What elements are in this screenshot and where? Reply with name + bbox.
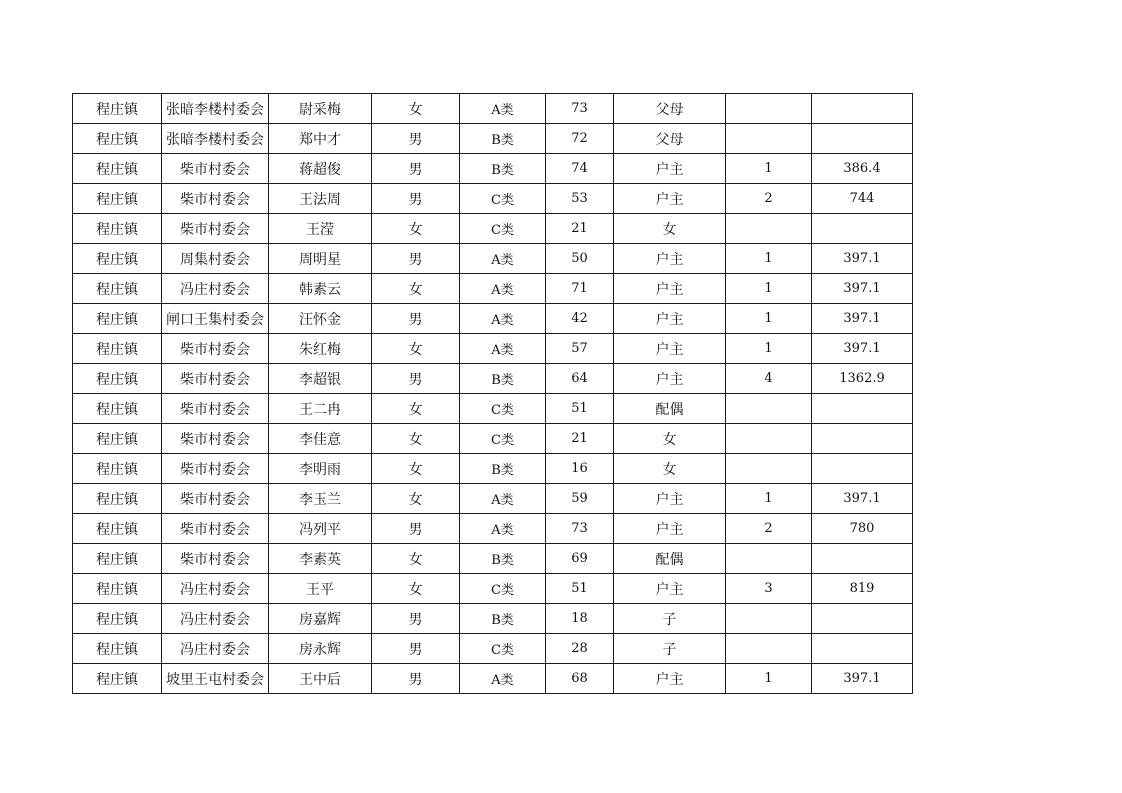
- table-row: [73, 604, 913, 634]
- gender-cell: 男: [372, 664, 460, 694]
- age-cell: 68: [546, 664, 614, 694]
- amount-cell: 780: [812, 514, 913, 544]
- gender-cell: 男: [372, 634, 460, 664]
- gender-cell: 女: [372, 214, 460, 244]
- village-committee-cell: 柴市村委会: [162, 484, 269, 514]
- category-cell: C类: [460, 394, 546, 424]
- household-size-cell: 1: [726, 304, 812, 334]
- relation-cell: 户主: [614, 574, 726, 604]
- name-cell: 房永辉: [269, 634, 372, 664]
- name-cell: 李素英: [269, 544, 372, 574]
- age-cell: 51: [546, 574, 614, 604]
- relation-cell: 户主: [614, 304, 726, 334]
- amount-cell: [812, 94, 913, 124]
- amount-cell: [812, 124, 913, 154]
- village-committee-cell: 柴市村委会: [162, 334, 269, 364]
- household-size-cell: [726, 124, 812, 154]
- table-row: [73, 454, 913, 484]
- town-cell: 程庄镇: [73, 124, 162, 154]
- table-row: [73, 394, 913, 424]
- amount-cell: 397.1: [812, 274, 913, 304]
- village-committee-cell: 张暗李楼村委会: [162, 94, 269, 124]
- name-cell: 汪怀金: [269, 304, 372, 334]
- amount-cell: 397.1: [812, 334, 913, 364]
- relation-cell: 女: [614, 454, 726, 484]
- gender-cell: 女: [372, 574, 460, 604]
- village-committee-cell: 柴市村委会: [162, 544, 269, 574]
- gender-cell: 男: [372, 364, 460, 394]
- name-cell: 李明雨: [269, 454, 372, 484]
- town-cell: 程庄镇: [73, 544, 162, 574]
- age-cell: 72: [546, 124, 614, 154]
- age-cell: 21: [546, 214, 614, 244]
- town-cell: 程庄镇: [73, 94, 162, 124]
- gender-cell: 男: [372, 154, 460, 184]
- amount-cell: 397.1: [812, 664, 913, 694]
- town-cell: 程庄镇: [73, 394, 162, 424]
- household-size-cell: [726, 94, 812, 124]
- village-committee-cell: 周集村委会: [162, 244, 269, 274]
- category-cell: B类: [460, 454, 546, 484]
- age-cell: 21: [546, 424, 614, 454]
- town-cell: 程庄镇: [73, 484, 162, 514]
- amount-cell: [812, 424, 913, 454]
- category-cell: A类: [460, 484, 546, 514]
- name-cell: 房嘉辉: [269, 604, 372, 634]
- relation-cell: 户主: [614, 664, 726, 694]
- gender-cell: 女: [372, 334, 460, 364]
- age-cell: 64: [546, 364, 614, 394]
- relation-cell: 女: [614, 214, 726, 244]
- gender-cell: 男: [372, 514, 460, 544]
- town-cell: 程庄镇: [73, 184, 162, 214]
- household-size-cell: [726, 604, 812, 634]
- category-cell: A类: [460, 514, 546, 544]
- town-cell: 程庄镇: [73, 604, 162, 634]
- name-cell: 冯列平: [269, 514, 372, 544]
- town-cell: 程庄镇: [73, 424, 162, 454]
- village-committee-cell: 冯庄村委会: [162, 274, 269, 304]
- name-cell: 李佳意: [269, 424, 372, 454]
- age-cell: 42: [546, 304, 614, 334]
- relation-cell: 户主: [614, 274, 726, 304]
- table-row: [73, 274, 913, 304]
- amount-cell: [812, 454, 913, 484]
- name-cell: 韩素云: [269, 274, 372, 304]
- village-committee-cell: 柴市村委会: [162, 364, 269, 394]
- table-row: [73, 544, 913, 574]
- village-committee-cell: 冯庄村委会: [162, 604, 269, 634]
- household-size-cell: 1: [726, 244, 812, 274]
- town-cell: 程庄镇: [73, 154, 162, 184]
- age-cell: 73: [546, 94, 614, 124]
- category-cell: A类: [460, 664, 546, 694]
- amount-cell: [812, 544, 913, 574]
- age-cell: 53: [546, 184, 614, 214]
- age-cell: 73: [546, 514, 614, 544]
- table-row: [73, 154, 913, 184]
- table-row: [73, 484, 913, 514]
- village-committee-cell: 柴市村委会: [162, 454, 269, 484]
- relation-cell: 父母: [614, 94, 726, 124]
- age-cell: 28: [546, 634, 614, 664]
- name-cell: 王滢: [269, 214, 372, 244]
- relation-cell: 配偶: [614, 544, 726, 574]
- household-size-cell: 1: [726, 154, 812, 184]
- village-committee-cell: 张暗李楼村委会: [162, 124, 269, 154]
- relation-cell: 子: [614, 634, 726, 664]
- category-cell: A类: [460, 274, 546, 304]
- amount-cell: 819: [812, 574, 913, 604]
- table-row: [73, 334, 913, 364]
- village-committee-cell: 柴市村委会: [162, 394, 269, 424]
- household-size-cell: 1: [726, 274, 812, 304]
- table-row: [73, 304, 913, 334]
- gender-cell: 女: [372, 274, 460, 304]
- town-cell: 程庄镇: [73, 244, 162, 274]
- name-cell: 李玉兰: [269, 484, 372, 514]
- village-committee-cell: 坡里王屯村委会: [162, 664, 269, 694]
- age-cell: 57: [546, 334, 614, 364]
- category-cell: B类: [460, 604, 546, 634]
- village-committee-cell: 柴市村委会: [162, 184, 269, 214]
- household-size-cell: 4: [726, 364, 812, 394]
- table-row: [73, 514, 913, 544]
- relation-cell: 户主: [614, 154, 726, 184]
- category-cell: A类: [460, 94, 546, 124]
- amount-cell: [812, 604, 913, 634]
- village-committee-cell: 柴市村委会: [162, 514, 269, 544]
- name-cell: 蒋超俊: [269, 154, 372, 184]
- category-cell: C类: [460, 634, 546, 664]
- name-cell: 李超银: [269, 364, 372, 394]
- amount-cell: [812, 634, 913, 664]
- age-cell: 74: [546, 154, 614, 184]
- town-cell: 程庄镇: [73, 364, 162, 394]
- village-committee-cell: 柴市村委会: [162, 214, 269, 244]
- name-cell: 王二冉: [269, 394, 372, 424]
- amount-cell: 744: [812, 184, 913, 214]
- table-row: [73, 94, 913, 124]
- gender-cell: 男: [372, 604, 460, 634]
- table-row: [73, 214, 913, 244]
- household-size-cell: [726, 394, 812, 424]
- household-size-cell: 2: [726, 514, 812, 544]
- table-body: [73, 94, 913, 694]
- age-cell: 18: [546, 604, 614, 634]
- relation-cell: 户主: [614, 184, 726, 214]
- name-cell: 王中后: [269, 664, 372, 694]
- relation-cell: 女: [614, 424, 726, 454]
- gender-cell: 男: [372, 184, 460, 214]
- household-size-cell: 2: [726, 184, 812, 214]
- table-row: [73, 424, 913, 454]
- category-cell: B类: [460, 124, 546, 154]
- name-cell: 王平: [269, 574, 372, 604]
- town-cell: 程庄镇: [73, 634, 162, 664]
- amount-cell: [812, 394, 913, 424]
- village-committee-cell: 柴市村委会: [162, 154, 269, 184]
- gender-cell: 女: [372, 394, 460, 424]
- relation-cell: 户主: [614, 334, 726, 364]
- town-cell: 程庄镇: [73, 304, 162, 334]
- name-cell: 尉采梅: [269, 94, 372, 124]
- name-cell: 周明星: [269, 244, 372, 274]
- town-cell: 程庄镇: [73, 334, 162, 364]
- relation-cell: 户主: [614, 514, 726, 544]
- relation-cell: 户主: [614, 244, 726, 274]
- town-cell: 程庄镇: [73, 454, 162, 484]
- village-committee-cell: 柴市村委会: [162, 424, 269, 454]
- gender-cell: 女: [372, 484, 460, 514]
- town-cell: 程庄镇: [73, 574, 162, 604]
- relation-cell: 户主: [614, 364, 726, 394]
- town-cell: 程庄镇: [73, 214, 162, 244]
- gender-cell: 女: [372, 454, 460, 484]
- amount-cell: [812, 214, 913, 244]
- gender-cell: 女: [372, 544, 460, 574]
- gender-cell: 男: [372, 124, 460, 154]
- category-cell: A类: [460, 244, 546, 274]
- category-cell: C类: [460, 184, 546, 214]
- amount-cell: 386.4: [812, 154, 913, 184]
- table-row: [73, 124, 913, 154]
- age-cell: 71: [546, 274, 614, 304]
- category-cell: B类: [460, 544, 546, 574]
- table-row: [73, 244, 913, 274]
- household-size-cell: [726, 454, 812, 484]
- amount-cell: 397.1: [812, 484, 913, 514]
- gender-cell: 女: [372, 424, 460, 454]
- household-size-cell: 3: [726, 574, 812, 604]
- age-cell: 69: [546, 544, 614, 574]
- amount-cell: 397.1: [812, 244, 913, 274]
- category-cell: B类: [460, 364, 546, 394]
- amount-cell: 1362.9: [812, 364, 913, 394]
- category-cell: B类: [460, 154, 546, 184]
- table-row: [73, 634, 913, 664]
- household-size-cell: 1: [726, 484, 812, 514]
- name-cell: 王法周: [269, 184, 372, 214]
- village-committee-cell: 闸口王集村委会: [162, 304, 269, 334]
- table-row: [73, 184, 913, 214]
- category-cell: C类: [460, 424, 546, 454]
- gender-cell: 女: [372, 94, 460, 124]
- age-cell: 51: [546, 394, 614, 424]
- village-committee-cell: 冯庄村委会: [162, 574, 269, 604]
- gender-cell: 男: [372, 244, 460, 274]
- category-cell: C类: [460, 574, 546, 604]
- relation-cell: 子: [614, 604, 726, 634]
- household-size-cell: [726, 544, 812, 574]
- age-cell: 16: [546, 454, 614, 484]
- household-size-cell: [726, 214, 812, 244]
- household-size-cell: [726, 424, 812, 454]
- category-cell: A类: [460, 334, 546, 364]
- category-cell: A类: [460, 304, 546, 334]
- town-cell: 程庄镇: [73, 664, 162, 694]
- village-committee-cell: 冯庄村委会: [162, 634, 269, 664]
- name-cell: 郑中才: [269, 124, 372, 154]
- relation-cell: 户主: [614, 484, 726, 514]
- age-cell: 50: [546, 244, 614, 274]
- table-row: [73, 364, 913, 394]
- data-table: [72, 93, 913, 694]
- table-row: [73, 664, 913, 694]
- town-cell: 程庄镇: [73, 274, 162, 304]
- gender-cell: 男: [372, 304, 460, 334]
- relation-cell: 配偶: [614, 394, 726, 424]
- amount-cell: 397.1: [812, 304, 913, 334]
- category-cell: C类: [460, 214, 546, 244]
- household-size-cell: 1: [726, 334, 812, 364]
- town-cell: 程庄镇: [73, 514, 162, 544]
- name-cell: 朱红梅: [269, 334, 372, 364]
- table-row: [73, 574, 913, 604]
- age-cell: 59: [546, 484, 614, 514]
- household-size-cell: 1: [726, 664, 812, 694]
- relation-cell: 父母: [614, 124, 726, 154]
- household-size-cell: [726, 634, 812, 664]
